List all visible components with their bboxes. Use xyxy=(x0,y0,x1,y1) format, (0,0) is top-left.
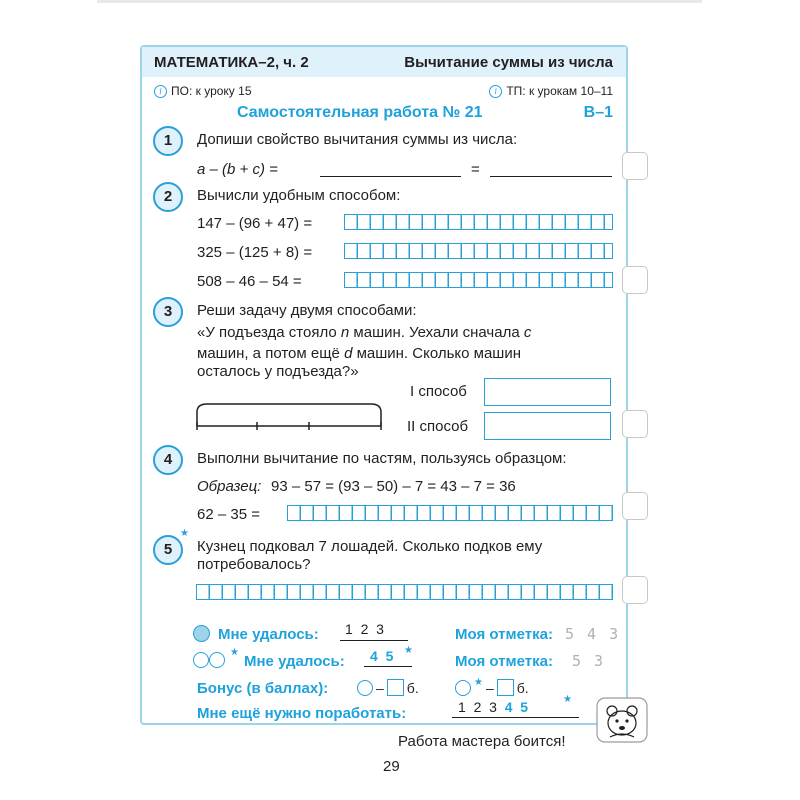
success1-label: Мне удалось: xyxy=(218,626,319,643)
variable-n: n xyxy=(340,324,350,341)
my-grade-label-1: Моя отметка: xyxy=(455,626,553,643)
circle-icon xyxy=(209,652,225,668)
success2-label: Мне удалось: xyxy=(244,653,345,670)
bonus-formula-1 xyxy=(357,679,419,696)
variable-d: d xyxy=(344,345,353,362)
task5-star-icon: ★ xyxy=(180,528,189,539)
tp-text: ТП: к урокам 10–11 xyxy=(506,84,613,98)
task4-expr: 62 – 35 = xyxy=(197,506,260,523)
way1-answer-box[interactable] xyxy=(484,378,611,406)
bonus-formula-2 xyxy=(455,679,529,696)
top-edge xyxy=(97,0,702,3)
work-more-nums-black: 1 2 3 xyxy=(458,699,497,715)
task1-equals: = xyxy=(471,161,480,178)
work-more-nums-blue: 4 5 xyxy=(504,699,529,715)
filled-circle-icon xyxy=(193,625,210,642)
score-box-5[interactable] xyxy=(622,576,648,604)
my-grade-label-2: Моя отметка: xyxy=(455,653,553,670)
task2-expr-2: 325 – (125 + 8) = xyxy=(197,244,313,261)
story-text: машин. Уехали сначала xyxy=(349,324,524,341)
po-info xyxy=(154,84,252,98)
topic-title: Вычитание суммы из числа xyxy=(404,54,613,71)
proverb: Работа мастера боится! xyxy=(398,733,566,750)
unit-label: б. xyxy=(406,679,419,696)
bonus-input-box-2[interactable] xyxy=(497,679,514,696)
task-number-3: 3 xyxy=(153,297,183,327)
bear-mascot-icon xyxy=(596,697,648,743)
task4-answer-cells[interactable] xyxy=(287,505,613,521)
info-icon: i xyxy=(154,85,167,98)
work-more-label: Мне ещё нужно поработать: xyxy=(197,705,407,722)
page-number: 29 xyxy=(383,758,400,775)
task1-formula: a – (b + c) = xyxy=(197,161,278,178)
task3-story-line-2 xyxy=(197,345,521,362)
star-icon: ★ xyxy=(563,694,572,705)
task5-text-line-1: Кузнец подковал 7 лошадей. Сколько подков ему xyxy=(197,538,543,555)
star-icon: ★ xyxy=(474,677,483,688)
story-text: машин. Сколько машин xyxy=(352,345,521,362)
grade-options-1[interactable]: 5 4 3 xyxy=(565,625,621,643)
po-text: ПО: к уроку 15 xyxy=(171,84,252,98)
success2-nums: 4 5 xyxy=(370,648,394,664)
book-title: МАТЕМАТИКА–2, ч. 2 xyxy=(154,54,309,71)
bonus-label: Бонус (в баллах): xyxy=(197,680,329,697)
task5-text-line-2: потребовалось? xyxy=(197,556,311,573)
score-box-1[interactable] xyxy=(622,152,648,180)
task3-story-line-3: осталось у подъезда?» xyxy=(197,363,359,380)
brace xyxy=(197,404,381,426)
task2-expr-3: 508 – 46 – 54 = xyxy=(197,273,302,290)
star-icon: ★ xyxy=(230,647,239,658)
score-box-3[interactable] xyxy=(622,410,648,438)
work-more-underline xyxy=(452,717,579,718)
circle-icon xyxy=(357,680,373,696)
circle-icon xyxy=(455,680,471,696)
task2-text: Вычисли удобным способом: xyxy=(197,187,401,204)
work-more-nums xyxy=(458,699,528,715)
task2-answer-cells-3[interactable] xyxy=(344,272,613,288)
way1-label: I способ xyxy=(410,383,467,400)
story-text: машин, а потом ещё xyxy=(197,345,345,362)
tp-info xyxy=(489,84,613,98)
task2-expr-1: 147 – (96 + 47) = xyxy=(197,215,313,232)
task5-answer-cells[interactable] xyxy=(196,584,613,600)
task3-story-line-1 xyxy=(197,324,531,341)
success1-nums: 1 2 3 xyxy=(345,621,384,637)
task2-answer-cells-1[interactable] xyxy=(344,214,613,230)
task3-text: Реши задачу двумя способами: xyxy=(197,302,417,319)
success1-underline xyxy=(340,640,408,641)
task1-answer-line-1[interactable] xyxy=(320,176,461,177)
variable-c: c xyxy=(523,324,532,341)
task4-sample: 93 – 57 = (93 – 50) – 7 = 43 – 7 = 36 xyxy=(271,478,516,495)
minus-sign: – xyxy=(376,679,384,696)
story-text: «У подъезда стояло xyxy=(197,324,341,341)
task-number-2: 2 xyxy=(153,182,183,212)
bonus-input-box-1[interactable] xyxy=(387,679,404,696)
star-icon: ★ xyxy=(404,645,413,656)
circle-icon xyxy=(193,652,209,668)
minus-sign: – xyxy=(485,679,494,696)
segment-diagram xyxy=(193,400,385,430)
score-box-2[interactable] xyxy=(622,266,648,294)
task1-text: Допиши свойство вычитания суммы из числа: xyxy=(197,131,518,148)
score-box-4[interactable] xyxy=(622,492,648,520)
info-icon: i xyxy=(489,85,502,98)
success2-underline xyxy=(364,666,412,667)
work-title: Самостоятельная работа № 21 xyxy=(237,104,483,121)
task1-answer-line-2[interactable] xyxy=(490,176,612,177)
variant-label: В–1 xyxy=(583,104,613,121)
unit-label: б. xyxy=(516,679,529,696)
task4-text: Выполни вычитание по частям, пользуясь образцом: xyxy=(197,450,567,467)
way2-label: II способ xyxy=(407,418,469,435)
grade-options-2[interactable]: 5 3 xyxy=(572,652,606,670)
two-circles-icon xyxy=(193,652,225,673)
task-number-1: 1 xyxy=(153,126,183,156)
task2-answer-cells-2[interactable] xyxy=(344,243,613,259)
task-number-5: 5 xyxy=(153,535,183,565)
task4-sample-label: Образец: xyxy=(197,478,262,495)
way2-answer-box[interactable] xyxy=(484,412,611,440)
task-number-4: 4 xyxy=(153,445,183,475)
